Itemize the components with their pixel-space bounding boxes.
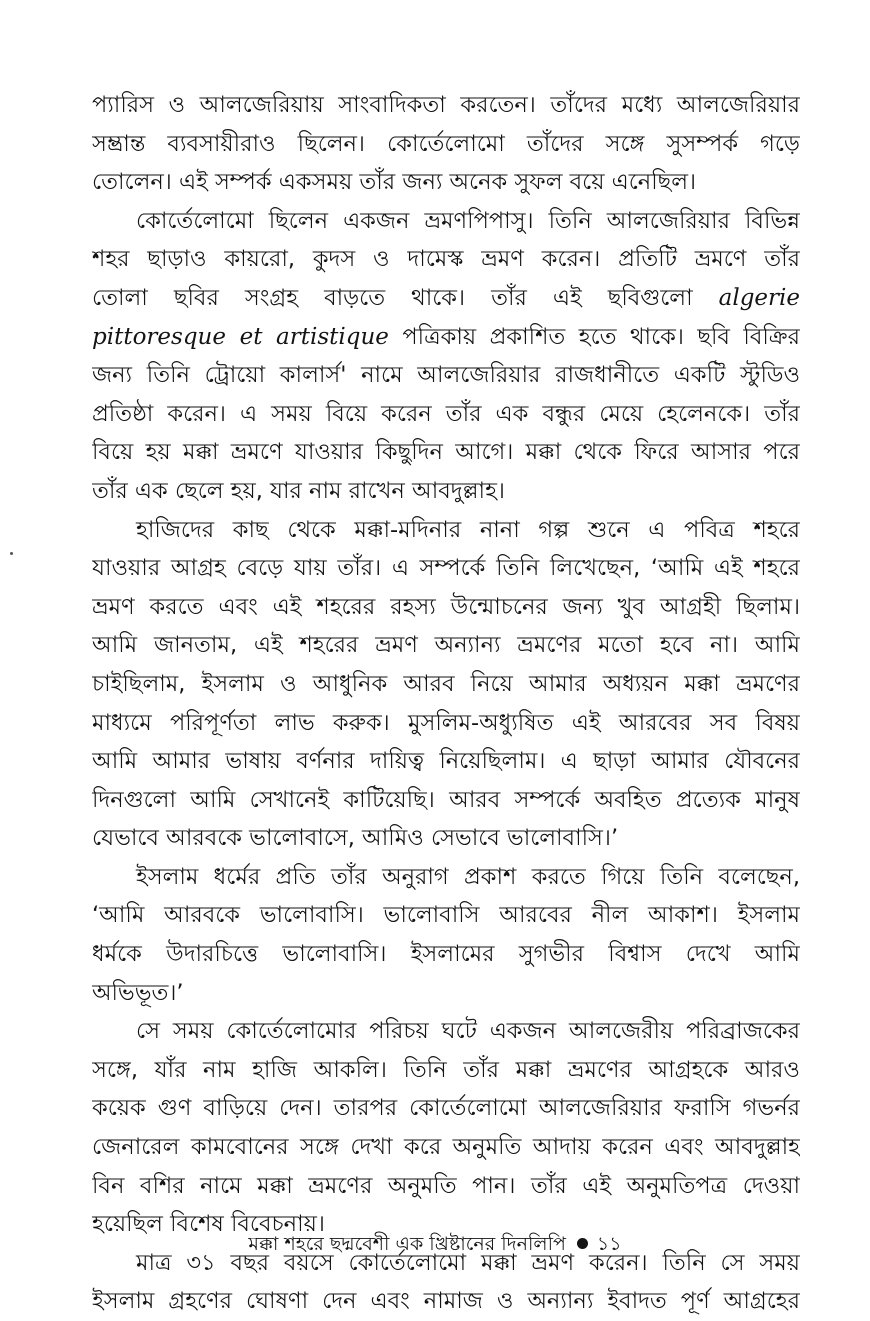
text-line <box>92 279 800 318</box>
text-line: সে সময় কোর্তেলোমোর পরিচয় ঘটে একজন আলজেরীয় পরিব্রাজকের <box>136 1018 800 1045</box>
page-footer <box>0 1230 870 1258</box>
body-text <box>92 86 800 1321</box>
paragraph-4 <box>92 858 800 1012</box>
paragraph-1 <box>92 86 800 202</box>
text-line: মাত্র ৩১ বছর বয়সে কোর্তেলোমো মক্কা ভ্রমণ করেন। তিনি সে সময় <box>136 1249 800 1276</box>
running-title: মক্কা শহরে ছদ্মবেশী এক খ্রিষ্টানের দিনলিপি <box>248 1233 566 1255</box>
text-line: তাঁর এক ছেলে হয়, যার নাম রাখেন আবদুল্লাহ। <box>92 477 505 504</box>
magazine-title-part-1: algerie <box>718 284 800 311</box>
paragraph-2 <box>92 202 800 511</box>
bullet-icon <box>577 1238 588 1249</box>
text-line: ইসলাম ধর্মের প্রতি তাঁর অনুরাগ প্রকাশ করতে গিয়ে তিনি বলেছেন, <box>136 863 800 890</box>
text-line: অভিভূত।’ <box>92 979 184 1006</box>
text-line <box>92 318 800 357</box>
text-line: ভ্রমণ করতে এবং এই শহরের রহস্য উন্মোচনের জন্য খুব আগ্রহী ছিলাম। <box>92 593 800 620</box>
text-line: জেনারেল কামবোনের সঙ্গে দেখা করে অনুমতি আদায় করেন এবং আবদুল্লাহ <box>92 1134 800 1161</box>
text-line: দিনগুলো আমি সেখানেই কাটিয়েছি। আরব সম্পর্কে অবহিত প্রত্যেক মানুষ <box>92 786 800 813</box>
margin-speck <box>10 552 13 555</box>
paragraph-3 <box>92 511 800 858</box>
text-line: কোর্তেলোমো ছিলেন একজন ভ্রমণপিপাসু। তিনি আলজেরিয়ার বিভিন্ন <box>136 207 800 234</box>
text-line: শহর ছাড়াও কায়রো, কুদস ও দামেস্ক ভ্রমণ করেন। প্রতিটি ভ্রমণে তাঁর <box>92 246 800 273</box>
text-line: জন্য তিনি ট্রোয়ো কালার্স' নামে আলজেরিয়ার রাজধানীতে একটি স্টুডিও <box>92 362 800 389</box>
text-line: ইসলাম গ্রহণের ঘোষণা দেন এবং নামাজ ও অন্যান্য ইবাদত পূর্ণ আগ্রহের <box>92 1288 800 1315</box>
text-line: সঙ্গে, যাঁর নাম হাজি আকলি। তিনি তাঁর মক্কা ভ্রমণের আগ্রহকে আরও <box>92 1056 800 1083</box>
text-line: প্যারিস ও আলজেরিয়ায় সাংবাদিকতা করতেন। তাঁদের মধ্যে আলজেরিয়ার <box>92 92 800 118</box>
text-line: চাইছিলাম, ইসলাম ও আধুনিক আরব নিয়ে আমার অধ্যয়ন মক্কা ভ্রমণের <box>92 670 800 697</box>
text-line: আমি আমার ভাষায় বর্ণনার দায়িত্ব নিয়েছিলাম। এ ছাড়া আমার যৌবনের <box>92 748 800 775</box>
text-line: ‘আমি আরবকে ভালোবাসি। ভালোবাসি আরবের নীল আকাশ। ইসলাম <box>92 902 800 929</box>
text-line: যেভাবে আরবকে ভালোবাসে, আমিও সেভাবে ভালোবাসি।’ <box>92 825 619 852</box>
text-line: হয়েছিল বিশেষ বিবেচনায়। <box>92 1211 325 1238</box>
page-number: ১১ <box>596 1233 622 1255</box>
text-line: হাজিদের কাছ থেকে মক্কা-মদিনার নানা গল্প শুনে এ পবিত্র শহরে <box>136 516 800 543</box>
text-line: আমি জানতাম, এই শহরের ভ্রমণ অন্যান্য ভ্রমণের মতো হবে না। আমি <box>92 632 800 659</box>
text-run: তোলা ছবির সংগ্রহ বাড়তে থাকে। তাঁর এই ছবিগুলো <box>92 284 693 311</box>
text-run: পত্রিকায় প্রকাশিত হতে থাকে। ছবি বিক্রির <box>402 323 800 350</box>
text-line: সম্ভ্রান্ত ব্যবসায়ীরাও ছিলেন। কোর্তেলোমো তাঁদের সঙ্গে সুসম্পর্ক গড়ে <box>92 130 800 157</box>
text-line: যাওয়ার আগ্রহ বেড়ে যায় তাঁর। এ সম্পর্কে তিনি লিখেছেন, ‘আমি এই শহরে <box>92 555 800 582</box>
text-line: বিয়ে হয় মক্কা ভ্রমণে যাওয়ার কিছুদিন আগে। মক্কা থেকে ফিরে আসার পরে <box>92 439 800 466</box>
text-line: কয়েক গুণ বাড়িয়ে দেন। তারপর কোর্তেলোমো আলজেরিয়ার ফরাসি গভর্নর <box>92 1095 800 1122</box>
text-line: মাধ্যমে পরিপূর্ণতা লাভ করুক। মুসলিম-অধ্যুষিত এই আরবের সব বিষয় <box>92 709 800 736</box>
text-line: বিন বশির নামে মক্কা ভ্রমণের অনুমতি পান। তাঁর এই অনুমতিপত্র দেওয়া <box>92 1172 800 1199</box>
magazine-title-part-2: pittoresque et artistique <box>92 323 389 350</box>
text-line: তোলেন। এই সম্পর্ক একসময় তাঁর জন্য অনেক সুফল বয়ে এনেছিল। <box>92 169 697 196</box>
paragraph-5 <box>92 1012 800 1244</box>
text-line: ধর্মকে উদারচিত্তে ভালোবাসি। ইসলামের সুগভীর বিশ্বাস দেখে আমি <box>92 941 800 968</box>
text-line: প্রতিষ্ঠা করেন। এ সময় বিয়ে করেন তাঁর এক বন্ধুর মেয়ে হেলেনকে। তাঁর <box>92 400 800 427</box>
